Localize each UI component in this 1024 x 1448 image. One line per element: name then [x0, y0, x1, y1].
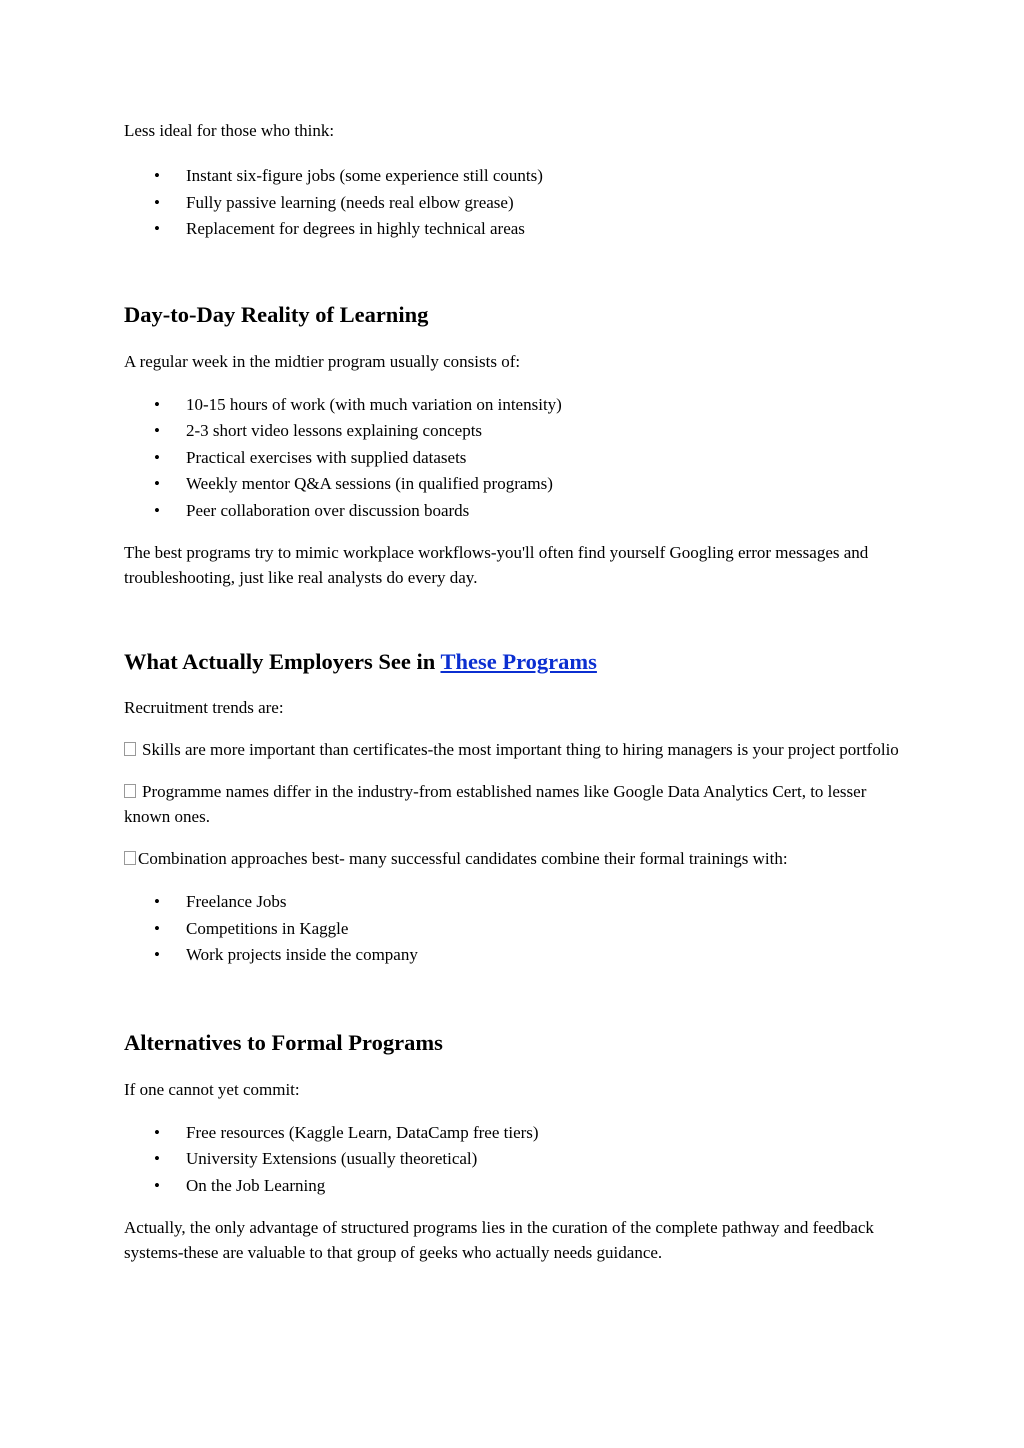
list-item: • Fully passive learning (needs real elbow grease): [124, 190, 904, 217]
bullet-icon: •: [154, 892, 160, 911]
bullet-icon: •: [154, 1122, 160, 1142]
these-programs-link[interactable]: These Programs: [440, 649, 597, 674]
employers-point: Combination approaches best- many successful candidates combine their formal trainings with:: [124, 846, 904, 871]
bullet-icon: •: [154, 394, 160, 414]
bullet-icon: •: [154, 945, 160, 964]
list-item: • Peer collaboration over discussion boards: [124, 498, 904, 525]
bullet-icon: •: [154, 447, 160, 467]
missing-glyph-icon: [124, 742, 136, 756]
list-item: • 10-15 hours of work (with much variation on intensity): [124, 392, 904, 419]
missing-glyph-icon: [124, 784, 136, 798]
section-heading-employers: [124, 647, 904, 677]
bullet-icon: •: [154, 192, 160, 212]
bullet-icon: •: [154, 421, 160, 440]
heading-text: What Actually Employers See in: [124, 649, 441, 674]
list-item: • Free resources (Kaggle Learn, DataCamp free tiers): [124, 1120, 904, 1147]
employers-list: [124, 889, 904, 969]
day-to-day-closing: The best programs try to mimic workplace workflows-you'll often find yourself Googling error messages and troubleshooting, just like real analysts do every day.: [124, 543, 869, 587]
intro-lead: Less ideal for those who think:: [124, 121, 335, 140]
section-heading-day-to-day: Day-to-Day Reality of Learning: [124, 301, 429, 327]
list-item: • Replacement for degrees in highly technical areas: [124, 216, 904, 243]
day-to-day-lead: A regular week in the midtier program usually consists of:: [124, 351, 521, 371]
day-to-day-list: [124, 392, 904, 525]
list-item: • Instant six-figure jobs (some experience still counts): [124, 163, 904, 190]
list-item: • Weekly mentor Q&A sessions (in qualified programs): [124, 471, 904, 498]
employers-point: Skills are more important than certificates-the most important thing to hiring managers is your project portfolio: [124, 737, 904, 762]
document-page: [124, 118, 904, 1265]
bullet-icon: •: [154, 918, 160, 938]
alternatives-closing: Actually, the only advantage of structured programs lies in the curation of the complete pathway and feedback systems-these are valuable to that group of geeks who actually needs guidance.: [124, 1218, 874, 1262]
list-item: • Practical exercises with supplied datasets: [124, 445, 904, 472]
employers-point: Programme names differ in the industry-from established names like Google Data Analytics Cert, to lesser known ones.: [124, 782, 867, 826]
list-item: • Work projects inside the company: [124, 942, 904, 969]
bullet-icon: •: [154, 166, 160, 185]
alternatives-lead: If one cannot yet commit:: [124, 1079, 300, 1099]
bullet-icon: •: [154, 1149, 160, 1168]
list-item: • Competitions in Kaggle: [124, 916, 904, 943]
list-item: • Freelance Jobs: [124, 889, 904, 916]
list-item: • University Extensions (usually theoretical): [124, 1146, 904, 1173]
bullet-icon: •: [154, 219, 160, 238]
bullet-icon: •: [154, 1175, 160, 1195]
intro-list: [124, 163, 904, 243]
missing-glyph-icon: [124, 851, 136, 865]
bullet-icon: •: [154, 500, 160, 520]
list-item: • 2-3 short video lessons explaining concepts: [124, 418, 904, 445]
alternatives-list: [124, 1120, 904, 1200]
employers-lead: Recruitment trends are:: [124, 698, 284, 717]
list-item: • On the Job Learning: [124, 1173, 904, 1200]
bullet-icon: •: [154, 474, 160, 493]
section-heading-alternatives: Alternatives to Formal Programs: [124, 1029, 443, 1055]
